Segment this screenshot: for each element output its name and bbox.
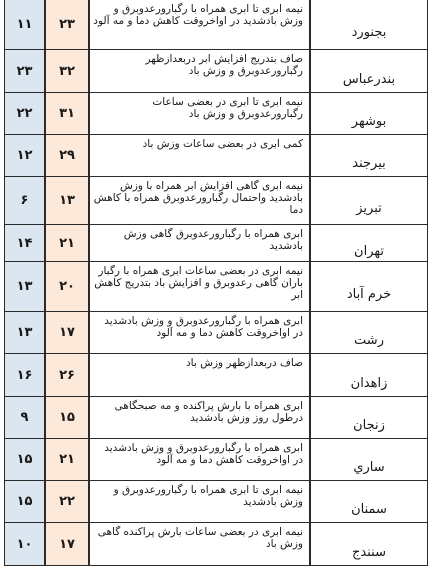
city-name (310, 481, 428, 523)
forecast-description: نیمه ابری گاهی افزایش ابر همراه با وزش بادشدید واحتمال رگبارورعدوبرق همراه با کاهش دما (89, 177, 310, 225)
min-temp-cell: ۱۰ (4, 523, 45, 566)
max-temp-cell: ۲۰ (45, 262, 89, 312)
city-label: تهران (354, 243, 384, 259)
city-name (310, 262, 428, 312)
table-row (0, 397, 433, 439)
city-label: سنندج (352, 544, 386, 560)
table-row (0, 225, 433, 262)
max-temp-cell: ۲۱ (45, 439, 89, 481)
forecast-description: کمی ابری در بعضی ساعات وزش باد (89, 135, 310, 177)
table-row (0, 262, 433, 312)
table-row (0, 50, 433, 93)
min-temp-cell: ۱۲ (4, 135, 45, 177)
table-row (0, 177, 433, 225)
min-temp-cell: ۱۶ (4, 354, 45, 397)
city-label: بوشهر (351, 114, 387, 129)
max-temp-cell: ۳۲ (45, 50, 89, 93)
forecast-description: ابری همراه با رگبارورعدوبرق و وزش بادشدید در اواخروقت کاهش دما و مه آلود (89, 312, 310, 354)
forecast-description: نیمه ابری در بعضی ساعات ابری همراه با رگبار باران گاهی رعدوبرق و افزایش باد بتدریج کاهش ابر (89, 262, 310, 312)
table-row (0, 0, 433, 50)
forecast-description: نیمه ابری تا ابری همراه با رگبارورعدوبرق و وزش بادشدید (89, 481, 310, 523)
table-row (0, 354, 433, 397)
forecast-description: صاف دربعدازظهر وزش باد (89, 354, 310, 397)
forecast-description: ابری همراه با بارش پراکنده و مه صبحگاهی درطول روز وزش بادشدید (89, 397, 310, 439)
city-name (310, 312, 428, 354)
min-temp-cell: ۱۳ (4, 262, 45, 312)
city-label: بجنورد (351, 25, 387, 40)
table-row (0, 312, 433, 354)
forecast-description: ابری همراه با رگبارورعدوبرق و وزش بادشدید در اواخروقت کاهش دما و مه آلود (89, 439, 310, 481)
city-label: رشت (354, 333, 384, 348)
max-temp-cell: ۲۱ (45, 225, 89, 262)
min-temp-cell: ۲۳ (4, 50, 45, 93)
max-temp-cell: ۱۷ (45, 312, 89, 354)
city-name (310, 93, 428, 135)
city-label: تبریز (356, 201, 382, 216)
city-label: زنجان (353, 418, 385, 433)
min-temp-cell: ۱۴ (4, 225, 45, 262)
city-name (310, 0, 428, 50)
forecast-description: صاف بتدریج افزایش ابر دربعدازظهر رگبارورعدوبرق و وزش باد (89, 50, 310, 93)
city-name (310, 523, 428, 566)
city-name (310, 177, 428, 225)
max-temp-cell: ۲۹ (45, 135, 89, 177)
city-name (310, 354, 428, 397)
city-name (310, 397, 428, 439)
max-temp-cell: ۱۳ (45, 177, 89, 225)
forecast-description: ابری همراه با رگبارورعدوبرق گاهی وزش بادشدید (89, 225, 310, 262)
table-row (0, 481, 433, 523)
city-label: بندرعباس (342, 71, 396, 87)
forecast-description: نیمه ابری در بعضی ساعات بارش پراکنده گاهی وزش باد (89, 523, 310, 566)
city-name (310, 135, 428, 177)
min-temp-cell: ۲۲ (4, 93, 45, 135)
min-temp-cell: ۱۵ (4, 439, 45, 481)
table-row (0, 439, 433, 481)
max-temp-cell: ۱۷ (45, 523, 89, 566)
max-temp-cell: ۲۶ (45, 354, 89, 397)
city-label: خرم آباد (346, 287, 392, 302)
city-label: ساري (353, 460, 385, 475)
min-temp-cell: ۱۱ (4, 0, 45, 50)
city-label: بیرجند (352, 156, 386, 171)
max-temp-cell: ۱۵ (45, 397, 89, 439)
min-temp-cell: ۱۳ (4, 312, 45, 354)
min-temp-cell: ۱۵ (4, 481, 45, 523)
max-temp-cell: ۳۱ (45, 93, 89, 135)
table-row (0, 93, 433, 135)
city-label: زاهدان (350, 375, 388, 391)
forecast-description: نیمه ابری تا ابری در بعضی ساعات رگبارورعدوبرق و وزش باد (89, 93, 310, 135)
table-row (0, 135, 433, 177)
min-temp-cell: ۹ (4, 397, 45, 439)
table-row (0, 523, 433, 566)
max-temp-cell: ۲۳ (45, 0, 89, 50)
forecast-description: نیمه ابری تا ابری همراه با رگبارورعدوبرق و وزش بادشدید در اواخروقت کاهش دما و مه آلود (89, 0, 310, 50)
city-name (310, 439, 428, 481)
city-name (310, 225, 428, 262)
max-temp-cell: ۲۲ (45, 481, 89, 523)
city-label: سمنان (351, 502, 387, 517)
city-name (310, 50, 428, 93)
min-temp-cell: ۶ (4, 177, 45, 225)
